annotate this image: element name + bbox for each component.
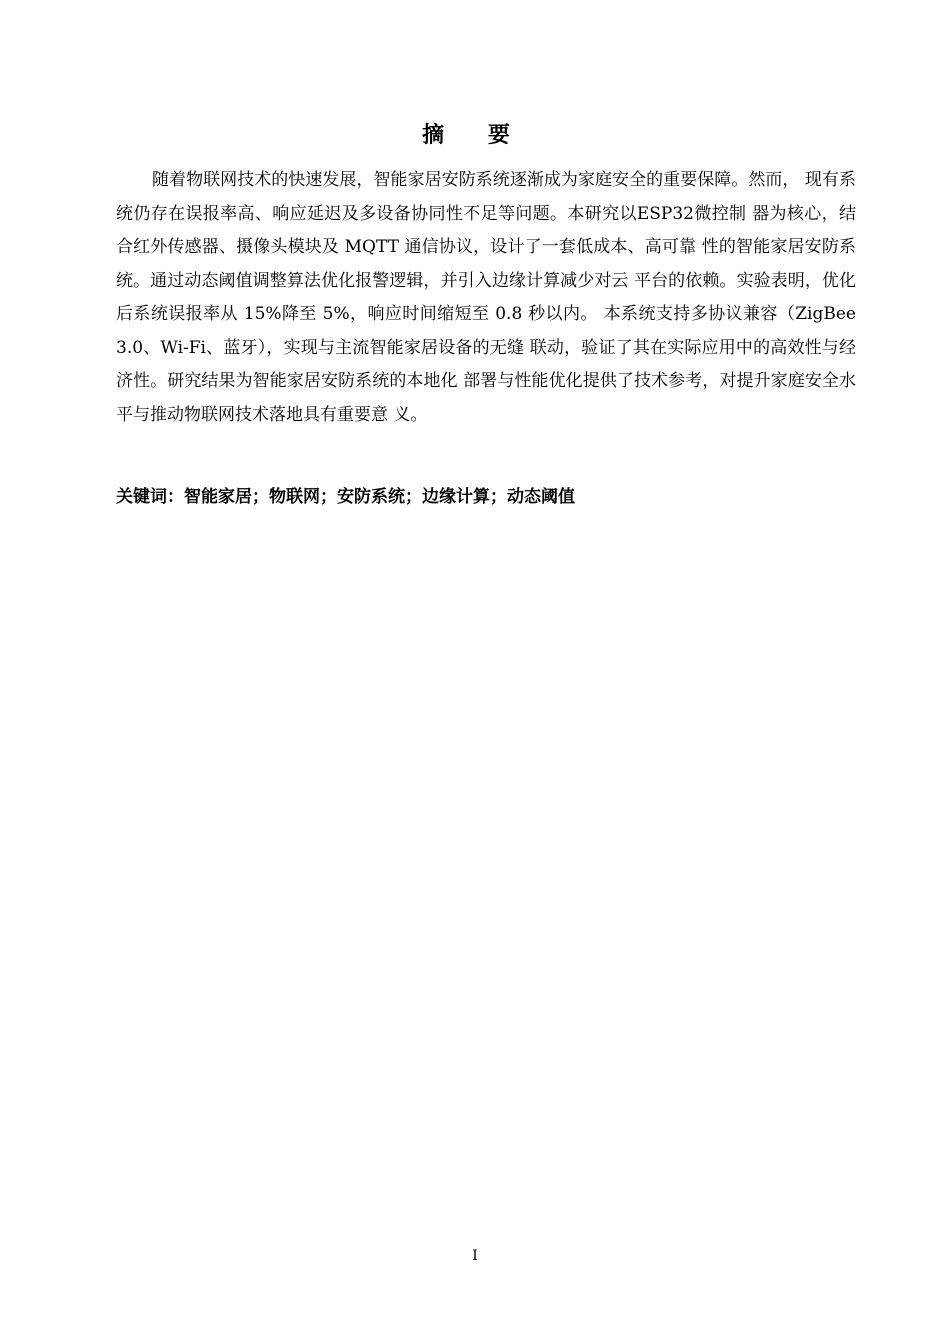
page-number: I [472, 1248, 478, 1264]
keywords-line: 关键词：智能家居；物联网；安防系统；边缘计算；动态阈值 [116, 487, 575, 507]
abstract-body: 随着物联网技术的快速发展，智能家居安防系统逐渐成为家庭安全的重要保障。然而， 现有系统仍存在误报率高、响应延迟及多设备协同性不足等问题。本研究以ESP32微控制 器为核心，结合红外传感器、摄像头模块及 MQTT 通信协议，设计了一套低成本、高可靠 性的智能家居安防系统。通过动态阈值调整算法优化报警逻辑，并引入边缘计算减少对云 平台的依赖。实验表明，优化后系统误报率从 15%降至 5%，响应时间缩短至 0.8 秒以内。 本系统支持多协议兼容（ZigBee 3.0、Wi-Fi、蓝牙），实现与主流智能家居设备的无缝 联动，验证了其在实际应用中的高效性与经济性。研究结果为智能家居安防系统的本地化 部署与性能优化提供了技术参考，对提升家庭安全水平与推动物联网技术落地具有重要意 义。 [116, 170, 856, 425]
abstract-heading: 摘 要 [422, 123, 528, 148]
